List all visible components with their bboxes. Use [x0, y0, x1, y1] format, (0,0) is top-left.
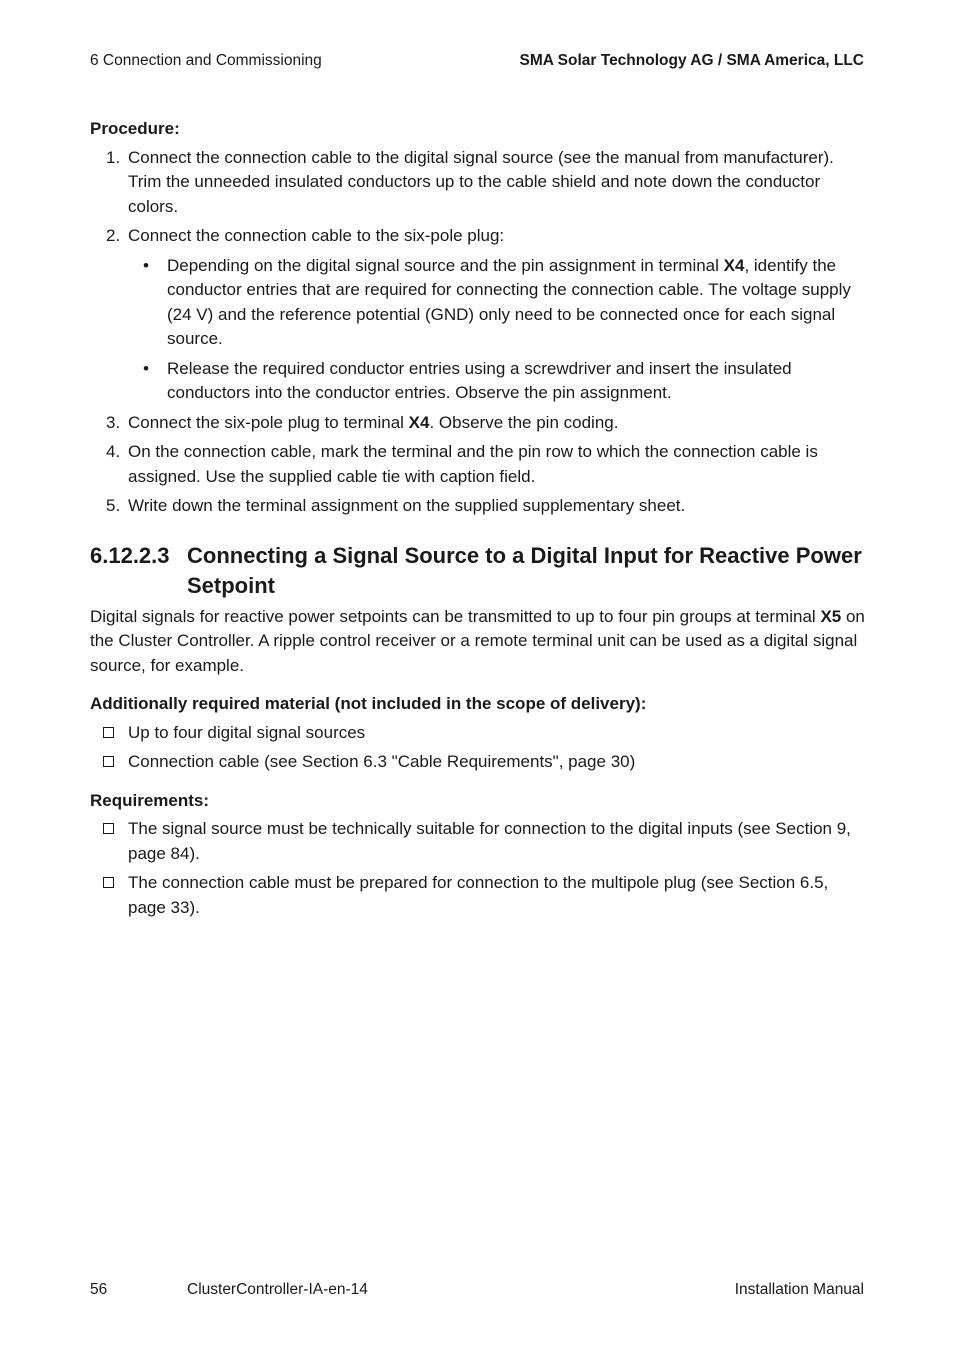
procedure-step-3 [90, 411, 866, 436]
step-number: 5. [106, 496, 121, 515]
terminal-x5: X5 [820, 606, 842, 626]
checkbox-icon [103, 877, 114, 888]
bullet-text: Depending on the digital signal source and the pin assignment in terminal [167, 255, 724, 275]
requirements-label: Requirements: [90, 790, 210, 810]
checkbox-icon [103, 727, 114, 738]
header-company: SMA Solar Technology AG / SMA America, LLC [519, 52, 864, 69]
material-list [90, 721, 866, 775]
bullet-text-cont: , identify the conductor entries that are required for connecting the connection cable. The voltage supply (24 V) and the reference potential (GND) only need to be connected once for each signal source. [167, 255, 851, 348]
intro-text: Digital signals for reactive power setpoints can be transmitted to up to four pin groups at terminal [90, 606, 821, 626]
step-text: On the connection cable, mark the terminal and the pin row to which the connection cable is assigned. Use the supplied cable tie with caption field. [128, 442, 818, 486]
step-text: Connect the connection cable to the six-pole plug: [128, 226, 505, 245]
section-number: 6.12.2.3 [90, 542, 170, 568]
footer-doc-id: ClusterController-IA-en-14 [187, 1281, 368, 1298]
bullet-item [128, 254, 866, 352]
section-heading [90, 541, 866, 601]
requirement-item-text: The connection cable must be prepared for connection to the multipole plug (see Section 6.5, page 33). [128, 873, 829, 917]
material-item-text: Up to four digital signal sources [128, 722, 366, 742]
bullet-text: Release the required conductor entries using a screwdriver and insert the insulated conductors into the conductor entries. Observe the pin assignment. [167, 358, 792, 402]
section-title: Connecting a Signal Source to a Digital Input for Reactive Power Setpoint [187, 542, 862, 598]
step-number: 3. [106, 412, 121, 432]
terminal-x4: X4 [723, 255, 745, 275]
material-item [90, 750, 866, 775]
bullet-icon: • [143, 255, 149, 275]
bullet-item [128, 357, 866, 406]
material-item [90, 721, 866, 746]
footer-doc-type: Installation Manual [734, 1281, 864, 1298]
requirement-item [90, 871, 866, 920]
step-text: Connect the six-pole plug to terminal [128, 412, 409, 432]
step-text-cont: . Observe the pin coding. [429, 412, 619, 432]
procedure-label: Procedure: [90, 119, 180, 138]
step-number: 4. [106, 442, 121, 461]
step-2-bullets [128, 254, 866, 406]
procedure-step-5 [90, 494, 866, 519]
step-text: Connect the connection cable to the digital signal source (see the manual from manufacturer). Trim the unneeded insulated conductors up to the cable shield and note down the conductor colors. [128, 147, 834, 216]
procedure-step-1 [90, 146, 866, 220]
intro-text-cont: on the Cluster Controller. A ripple control receiver or a remote terminal unit can be used as a digital signal source, for example. [90, 606, 865, 675]
checkbox-icon [103, 823, 114, 834]
material-label: Additionally required material (not included in the scope of delivery): [90, 694, 647, 713]
step-number: 2. [106, 226, 121, 245]
requirement-item [90, 817, 866, 866]
page-content [90, 117, 866, 934]
section-intro [90, 605, 866, 679]
procedure-steps [90, 146, 866, 519]
step-text: Write down the terminal assignment on the supplied supplementary sheet. [128, 496, 686, 515]
checkbox-icon [103, 756, 114, 767]
terminal-x4: X4 [408, 412, 430, 432]
procedure-step-2 [90, 224, 866, 406]
footer-page-number: 56 [90, 1281, 108, 1298]
step-number: 1. [106, 147, 121, 167]
requirement-item-text: The signal source must be technically suitable for connection to the digital inputs (see Section 9, page 84). [128, 819, 851, 863]
procedure-step-4 [90, 440, 866, 489]
header-chapter: 6 Connection and Commissioning [90, 52, 322, 69]
material-item-text: Connection cable (see Section 6.3 "Cable Requirements", page 30) [128, 752, 636, 771]
requirements-list [90, 817, 866, 920]
bullet-icon: • [143, 358, 149, 378]
